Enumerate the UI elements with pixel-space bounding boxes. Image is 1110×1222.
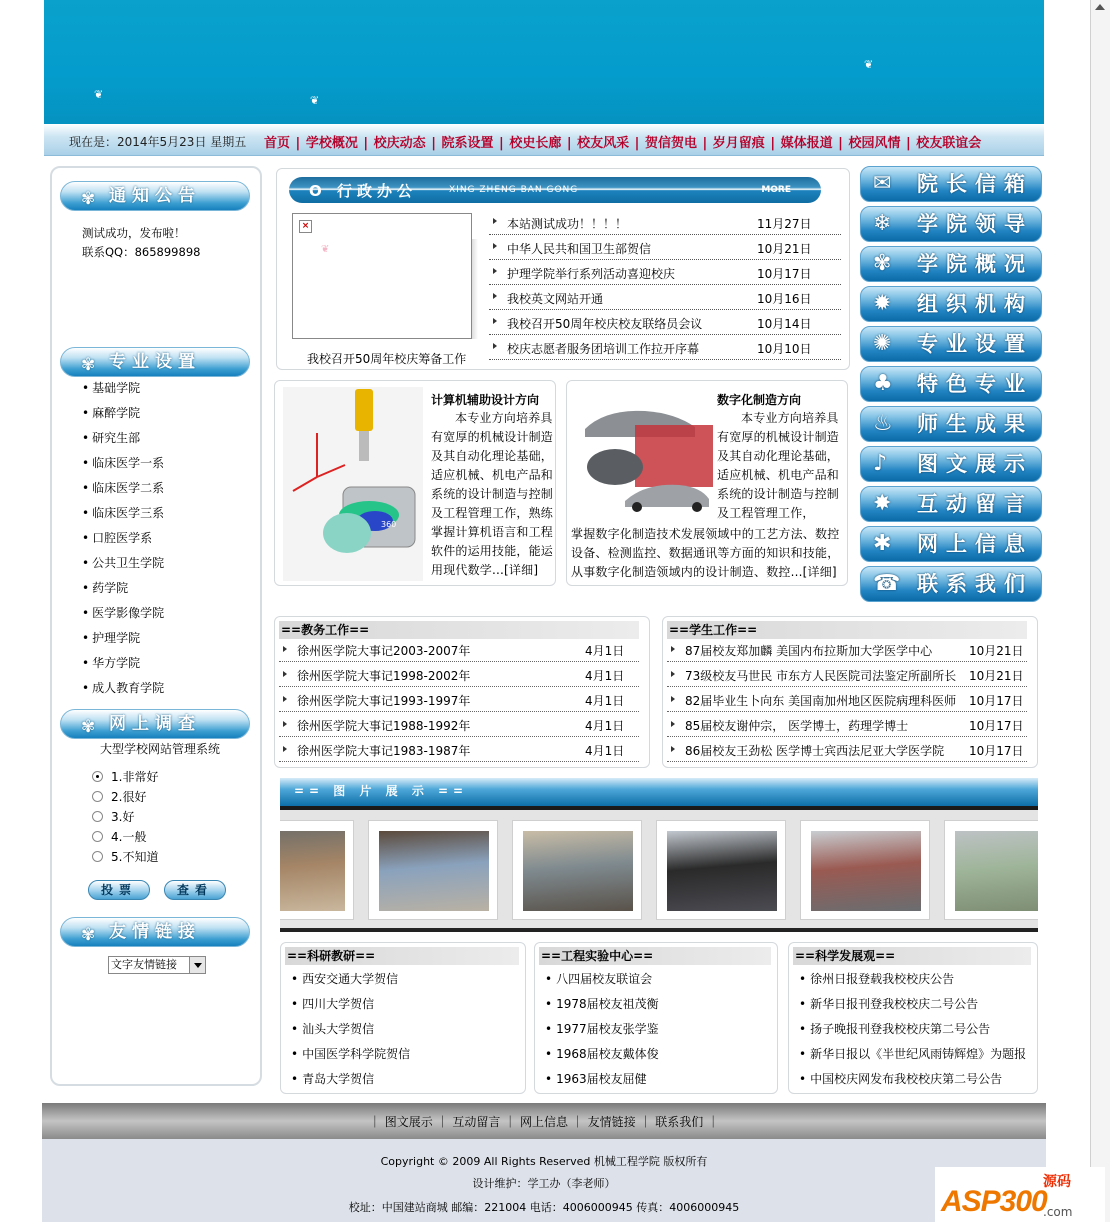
- notice-line: 测试成功，发布啦！: [82, 226, 186, 240]
- arrow-icon: [283, 696, 287, 702]
- svg-text:360: 360: [381, 520, 397, 529]
- nav-link[interactable]: 校园风情: [848, 136, 901, 151]
- flower-icon: ✾: [81, 925, 96, 945]
- nav-link[interactable]: 校友风采: [577, 136, 630, 151]
- major-item[interactable]: • 护理学院: [82, 626, 164, 651]
- text-line: 本专业方向培养具: [741, 411, 839, 425]
- admin-office-header: [289, 177, 821, 203]
- list-item[interactable]: [667, 662, 1027, 687]
- news-item[interactable]: [489, 260, 841, 285]
- page-scrollbar[interactable]: [1090, 0, 1110, 1222]
- text-line: 本专业方向培养具: [455, 411, 553, 425]
- survey-option[interactable]: [92, 768, 158, 785]
- panel-link[interactable]: • 1978届校友祖茂衡: [545, 992, 659, 1017]
- maintainer: 设计维护：学工办（李老师）: [472, 1177, 616, 1190]
- list-item[interactable]: [279, 662, 639, 687]
- radio-button[interactable]: [92, 771, 103, 782]
- menu-label: 特色专业: [917, 372, 1033, 396]
- text-line: 掌握计算机语言和工程: [431, 525, 554, 539]
- nav-separator: |: [494, 136, 509, 151]
- notice-line: 联系QQ：865899898: [82, 245, 201, 259]
- feature-digital: [566, 380, 848, 586]
- radio-button[interactable]: [92, 831, 103, 842]
- panel-title: ==工程实验中心==: [539, 947, 771, 965]
- list-item-date: 10月21日: [969, 669, 1024, 683]
- bird-icon: ❦: [94, 88, 104, 101]
- cad-illustration: [283, 387, 423, 581]
- arrow-icon: [493, 268, 497, 274]
- panel-link[interactable]: • 扬子晚报刊登我校校庆第二号公告: [799, 1017, 1026, 1042]
- nav-separator: |: [765, 136, 780, 151]
- panel-link[interactable]: • 八四届校友联谊会: [545, 967, 659, 992]
- news-date: 10月16日: [757, 292, 812, 306]
- survey-option[interactable]: [92, 848, 158, 865]
- left-sidebar: [50, 166, 262, 1086]
- admin-office-title: O 行政办公: [309, 182, 417, 200]
- list-item-date: 4月1日: [585, 719, 625, 733]
- nav-link[interactable]: 学校概况: [305, 136, 358, 151]
- menu-label: 网上信息: [917, 532, 1033, 556]
- copyright: Copyright © 2009 All Rights Reserved 机械工程学院 版权所有: [380, 1155, 708, 1168]
- notice-content: [82, 224, 200, 262]
- arrow-icon: [671, 696, 675, 702]
- survey-title: ✾ 网上调查: [60, 709, 250, 739]
- menu-label: 师生成果: [917, 412, 1033, 436]
- gallery-title: == 图 片 展 示 ==: [280, 778, 1038, 806]
- radio-button[interactable]: [92, 811, 103, 822]
- list-item-date: 4月1日: [585, 669, 625, 683]
- menu-2[interactable]: [860, 206, 1042, 242]
- major-item[interactable]: • 研究生部: [82, 426, 164, 451]
- list-item-title[interactable]: 82届毕业生卜向东 美国南加州地区医院病理科医师: [685, 694, 957, 708]
- arrow-icon: [283, 671, 287, 677]
- panel-title: ==科研教研==: [285, 947, 519, 965]
- panel-link[interactable]: • 中国医学科学院贺信: [291, 1042, 410, 1067]
- news-title[interactable]: 护理学院举行系列活动喜迎校庆: [507, 267, 676, 281]
- feature-digital-text: [717, 409, 845, 523]
- arrow-icon: [671, 671, 675, 677]
- bird-icon: ❦: [321, 244, 330, 255]
- text-line: 有宽厚的机械设计制造: [431, 430, 554, 444]
- chevron-down-icon[interactable]: [189, 957, 205, 973]
- major-item[interactable]: • 医学影像学院: [82, 601, 164, 626]
- nav-link[interactable]: 首页: [264, 136, 291, 151]
- list-item-date: 10月17日: [969, 744, 1024, 758]
- more-link[interactable]: MORE: [761, 185, 791, 195]
- photo-image: [379, 831, 489, 911]
- engineering-lab-panel: [534, 942, 778, 1094]
- news-title[interactable]: 我校召开50周年校庆校友联络员会议: [507, 317, 703, 331]
- nav-separator: |: [426, 136, 441, 151]
- photo-image: [667, 831, 777, 911]
- arrow-icon: [671, 746, 675, 752]
- text-line: 系统的设计制造与控制: [431, 487, 554, 501]
- list-item-title[interactable]: 73级校友马世民 市东方人民医院司法鉴定所副所长: [685, 669, 957, 683]
- nav-separator: |: [562, 136, 577, 151]
- menu-3[interactable]: [860, 246, 1042, 282]
- panel-link[interactable]: • 青岛大学贺信: [291, 1067, 410, 1092]
- academic-affairs-panel: [274, 616, 650, 768]
- panel-link[interactable]: • 新华日报以《半世纪风雨铸辉煌》为题报: [799, 1042, 1026, 1067]
- panel-title: ==学生工作==: [667, 621, 1027, 639]
- gallery-photo[interactable]: [800, 820, 930, 920]
- watermark-domain: .com: [1043, 1205, 1073, 1219]
- links-title: ✾ 友情链接: [60, 917, 250, 947]
- panel-title: ==科学发展观==: [793, 947, 1031, 965]
- menu-11[interactable]: [860, 566, 1042, 602]
- friend-links-select[interactable]: [108, 956, 206, 974]
- menu-label: 图文展示: [917, 452, 1033, 476]
- gallery-photo[interactable]: [512, 820, 642, 920]
- admin-news-list: [489, 210, 841, 360]
- panel-link[interactable]: • 1963届校友屈健: [545, 1067, 659, 1092]
- panel-link[interactable]: • 1968届校友戴体俊: [545, 1042, 659, 1067]
- gallery-photo[interactable]: [944, 820, 1038, 920]
- flame-icon: ♨: [873, 411, 893, 436]
- list-item[interactable]: [279, 737, 639, 762]
- text-line: 有宽厚的机械设计制造: [717, 430, 840, 444]
- panel-link[interactable]: • 四川大学贺信: [291, 992, 410, 1017]
- phone-icon: ☎: [873, 571, 901, 596]
- gallery: [280, 778, 1038, 934]
- survey-option[interactable]: [92, 808, 134, 825]
- list-item-date: 10月17日: [969, 694, 1024, 708]
- survey-option-label: 5.不知道: [111, 850, 159, 864]
- major-title: ✾ 专业设置: [60, 347, 250, 377]
- leaf-icon: ✾: [873, 251, 892, 276]
- survey-option[interactable]: [92, 828, 146, 845]
- text-line: 适应机械、机电产品和: [717, 468, 840, 482]
- gallery-photo[interactable]: [280, 820, 354, 920]
- flower-icon: ✾: [81, 717, 96, 737]
- menu-label: 互动留言: [917, 492, 1033, 516]
- news-date: 10月14日: [757, 317, 812, 331]
- major-item[interactable]: • 口腔医学系: [82, 526, 164, 551]
- list-item-date: 4月1日: [585, 694, 625, 708]
- major-item[interactable]: • 成人教育学院: [82, 676, 164, 701]
- text-line: 用现代数学...[详细]: [431, 563, 539, 577]
- news-item[interactable]: [489, 210, 841, 235]
- news-title[interactable]: 中华人民共和国卫生部贺信: [507, 242, 652, 256]
- menu-5[interactable]: [860, 326, 1042, 362]
- nav-link[interactable]: 岁月留痕: [712, 136, 765, 151]
- list-item-title[interactable]: 徐州医学院大事记1998-2002年: [297, 669, 471, 683]
- panel-title: ==教务工作==: [279, 621, 639, 639]
- text-line: 设备、检测监控、数据通讯等方面的知识和技能，: [571, 546, 840, 560]
- arrow-icon: [283, 721, 287, 727]
- panel-link[interactable]: • 徐州日报登载我校校庆公告: [799, 967, 1026, 992]
- list-item[interactable]: [279, 687, 639, 712]
- flower-icon: ✾: [81, 189, 96, 209]
- photo-image: [280, 831, 345, 911]
- list-item[interactable]: [667, 712, 1027, 737]
- nav-separator: |: [697, 136, 712, 151]
- nav-separator: |: [291, 136, 305, 151]
- major-item[interactable]: • 临床医学三系: [82, 501, 164, 526]
- nav-separator: |: [630, 136, 644, 151]
- footer: [42, 1103, 1046, 1222]
- snowflake-icon: ❄: [873, 211, 892, 236]
- survey-option-label: 4.一般: [111, 830, 147, 844]
- list-item-title[interactable]: 徐州医学院大事记1993-1997年: [297, 694, 471, 708]
- panel-link[interactable]: • 汕头大学贺信: [291, 1017, 410, 1042]
- list-item-title[interactable]: 徐州医学院大事记1988-1992年: [297, 719, 471, 733]
- menu-label: 组织机构: [917, 292, 1033, 316]
- news-title[interactable]: 校庆志愿者服务团培训工作拉开序幕: [507, 342, 700, 356]
- bird-icon: ❦: [310, 94, 320, 107]
- major-item[interactable]: • 临床医学二系: [82, 476, 164, 501]
- menu-label: 专业设置: [917, 332, 1033, 356]
- photo-image: [811, 831, 921, 911]
- arrow-icon: [493, 343, 497, 349]
- list-item-title[interactable]: 徐州医学院大事记2003-2007年: [297, 644, 471, 658]
- nav-link[interactable]: 校友联谊会: [916, 136, 982, 151]
- news-item[interactable]: [489, 235, 841, 260]
- radio-button[interactable]: [92, 791, 103, 802]
- panel-link[interactable]: • 新华日报刊登我校校庆二号公告: [799, 992, 1026, 1017]
- text-line: 及工程管理工作，熟练: [431, 506, 554, 520]
- arrow-icon: [671, 721, 675, 727]
- feature-cad: [274, 380, 556, 586]
- arrow-icon: [493, 293, 497, 299]
- panel-list: [799, 967, 1026, 1092]
- text-line: 及其自动化理论基础，: [431, 449, 554, 463]
- top-nav: [44, 124, 1044, 156]
- text-line: 及工程管理工作，: [717, 506, 815, 520]
- major-item[interactable]: • 临床医学一系: [82, 451, 164, 476]
- gallery-photo[interactable]: [368, 820, 498, 920]
- menu-9[interactable]: [860, 486, 1042, 522]
- panel-list: [291, 967, 410, 1092]
- feature-cad-title[interactable]: 计算机辅助设计方向: [431, 393, 540, 407]
- news-date: 10月10日: [757, 342, 812, 356]
- panel-link[interactable]: • 中国校庆网发布我校校庆第二号公告: [799, 1067, 1026, 1092]
- list-item-title[interactable]: 85届校友谢仲宗， 医学博士，药理学博士: [685, 719, 909, 733]
- feature-digital-title[interactable]: 数字化制造方向: [717, 393, 802, 407]
- tree-icon: ♣: [873, 371, 893, 396]
- news-title[interactable]: 本站测试成功！！！！: [507, 217, 628, 231]
- gallery-photo[interactable]: [656, 820, 786, 920]
- menu-1[interactable]: [860, 166, 1042, 202]
- nav-separator: |: [833, 136, 848, 151]
- nav-link[interactable]: 校史长廊: [509, 136, 562, 151]
- student-affairs-panel: [662, 616, 1038, 768]
- text-line: 从事数字化制造领域内的设计制造、数控...[详细]: [571, 565, 837, 579]
- photo-image: [955, 831, 1038, 911]
- address: 校址：中国建站商城 邮编：221004 电话：4006000945 传真：4006000945: [348, 1201, 740, 1214]
- menu-label: 院长信箱: [917, 172, 1033, 196]
- list-item-title[interactable]: 86届校友王劲松 医学博士宾西法尼亚大学医学院: [685, 744, 945, 758]
- text-line: 掌握数字化制造技术发展领域中的工艺方法、数控: [571, 527, 840, 541]
- nav-separator: |: [901, 136, 916, 151]
- major-item[interactable]: • 基础学院: [82, 376, 164, 401]
- list-item-title[interactable]: 徐州医学院大事记1983-1987年: [297, 744, 471, 758]
- news-photo[interactable]: [292, 213, 472, 339]
- major-list: [82, 376, 164, 701]
- news-title[interactable]: 我校英文网站开通: [507, 292, 604, 306]
- list-item-title[interactable]: 87届校友郑加麟 美国内布拉斯加大学医学中心: [685, 644, 933, 658]
- arrow-icon: [493, 243, 497, 249]
- text-line: 系统的设计制造与控制: [717, 487, 840, 501]
- list-item[interactable]: [667, 687, 1027, 712]
- major-item[interactable]: • 麻醉学院: [82, 401, 164, 426]
- watermark-logo: [935, 1167, 1105, 1222]
- select-value: 文字友情链接: [111, 958, 177, 971]
- gallery-divider: [280, 928, 1038, 932]
- bird-icon: ❦: [864, 58, 874, 71]
- flower-icon: ✾: [81, 355, 96, 375]
- arrow-icon: [493, 318, 497, 324]
- nav-links: [264, 132, 983, 151]
- list-item[interactable]: [279, 637, 639, 662]
- news-item[interactable]: [489, 285, 841, 310]
- nav-link[interactable]: 院系设置: [441, 136, 494, 151]
- news-item[interactable]: [489, 335, 841, 360]
- menu-10[interactable]: [860, 526, 1042, 562]
- arrow-icon: [283, 746, 287, 752]
- survey-option-label: 1.非常好: [111, 770, 159, 784]
- admin-office-panel: [276, 168, 850, 370]
- news-date: 10月17日: [757, 267, 812, 281]
- vote-button[interactable]: 投票: [88, 880, 150, 900]
- list-item[interactable]: [667, 637, 1027, 662]
- footer-nav[interactable]: ｜ 图文展示 ｜ 互动留言 ｜ 网上信息 ｜ 友情链接 ｜ 联系我们 ｜: [368, 1115, 720, 1129]
- arrow-icon: [283, 646, 287, 652]
- nav-link[interactable]: 媒体报道: [780, 136, 833, 151]
- major-item[interactable]: • 药学院: [82, 576, 164, 601]
- asterisk-icon: ✱: [873, 531, 892, 556]
- menu-label: 学院概况: [917, 252, 1033, 276]
- feature-cad-text: [431, 409, 555, 580]
- radio-button[interactable]: [92, 851, 103, 862]
- flower-icon: ✹: [873, 291, 892, 316]
- admin-office-pinyin: XING ZHENG BAN GONG: [449, 185, 579, 195]
- photo-shadow: [472, 239, 478, 339]
- gallery-strip: [280, 810, 1038, 928]
- arrow-icon: [493, 218, 497, 224]
- menu-4[interactable]: [860, 286, 1042, 322]
- list-item-date: 4月1日: [585, 744, 625, 758]
- watermark-brand: ASP300: [941, 1185, 1047, 1218]
- panel-link[interactable]: • 西安交通大学贺信: [291, 967, 410, 992]
- view-button[interactable]: 查看: [164, 880, 226, 900]
- panel-link[interactable]: • 1977届校友张学鉴: [545, 1017, 659, 1042]
- list-item-date: 10月17日: [969, 719, 1024, 733]
- watermark-tag: 源码: [1043, 1174, 1071, 1190]
- text-line: 软件的运用技能，能运: [431, 544, 554, 558]
- survey-option[interactable]: [92, 788, 146, 805]
- news-item[interactable]: [489, 310, 841, 335]
- menu-6[interactable]: [860, 366, 1042, 402]
- menu-label: 联系我们: [917, 572, 1033, 596]
- list-item-date: 4月1日: [585, 644, 625, 658]
- list-item-date: 10月21日: [969, 644, 1024, 658]
- survey-option-label: 3.好: [111, 810, 135, 824]
- text-line: 及其自动化理论基础，: [717, 449, 840, 463]
- photo-caption[interactable]: 我校召开50周年校庆筹备工作: [307, 352, 467, 366]
- news-date: 11月27日: [757, 217, 812, 231]
- survey-option-label: 2.很好: [111, 790, 147, 804]
- research-panel: [280, 942, 526, 1094]
- survey-question: 大型学校网站管理系统: [100, 742, 221, 756]
- text-line: 适应机械、机电产品和: [431, 468, 554, 482]
- music-icon: ♪: [873, 451, 888, 476]
- science-development-panel: [788, 942, 1038, 1094]
- list-item[interactable]: [279, 712, 639, 737]
- major-item[interactable]: • 公共卫生学院: [82, 551, 164, 576]
- gear-icon: ✺: [873, 331, 892, 356]
- nav-link[interactable]: 校庆动态: [373, 136, 426, 151]
- photo-image: [523, 831, 633, 911]
- menu-label: 学院领导: [917, 212, 1033, 236]
- panel-list: [545, 967, 659, 1092]
- envelope-icon: ✉: [873, 171, 892, 196]
- nav-link[interactable]: 贺信贺电: [644, 136, 697, 151]
- header-banner: [44, 0, 1044, 124]
- broken-image-icon: ×: [299, 220, 312, 233]
- current-date: 现在是：2014年5月23日 星期五: [69, 135, 247, 149]
- major-item[interactable]: • 华方学院: [82, 651, 164, 676]
- menu-8[interactable]: [860, 446, 1042, 482]
- star-icon: ✸: [873, 491, 892, 516]
- car-illustration: [575, 403, 715, 513]
- news-date: 10月21日: [757, 242, 812, 256]
- feature-digital-text-wide: [571, 525, 847, 582]
- notice-title: ✾ 通知公告: [60, 181, 250, 211]
- nav-separator: |: [358, 136, 373, 151]
- menu-7[interactable]: [860, 406, 1042, 442]
- arrow-icon: [671, 646, 675, 652]
- list-item[interactable]: [667, 737, 1027, 762]
